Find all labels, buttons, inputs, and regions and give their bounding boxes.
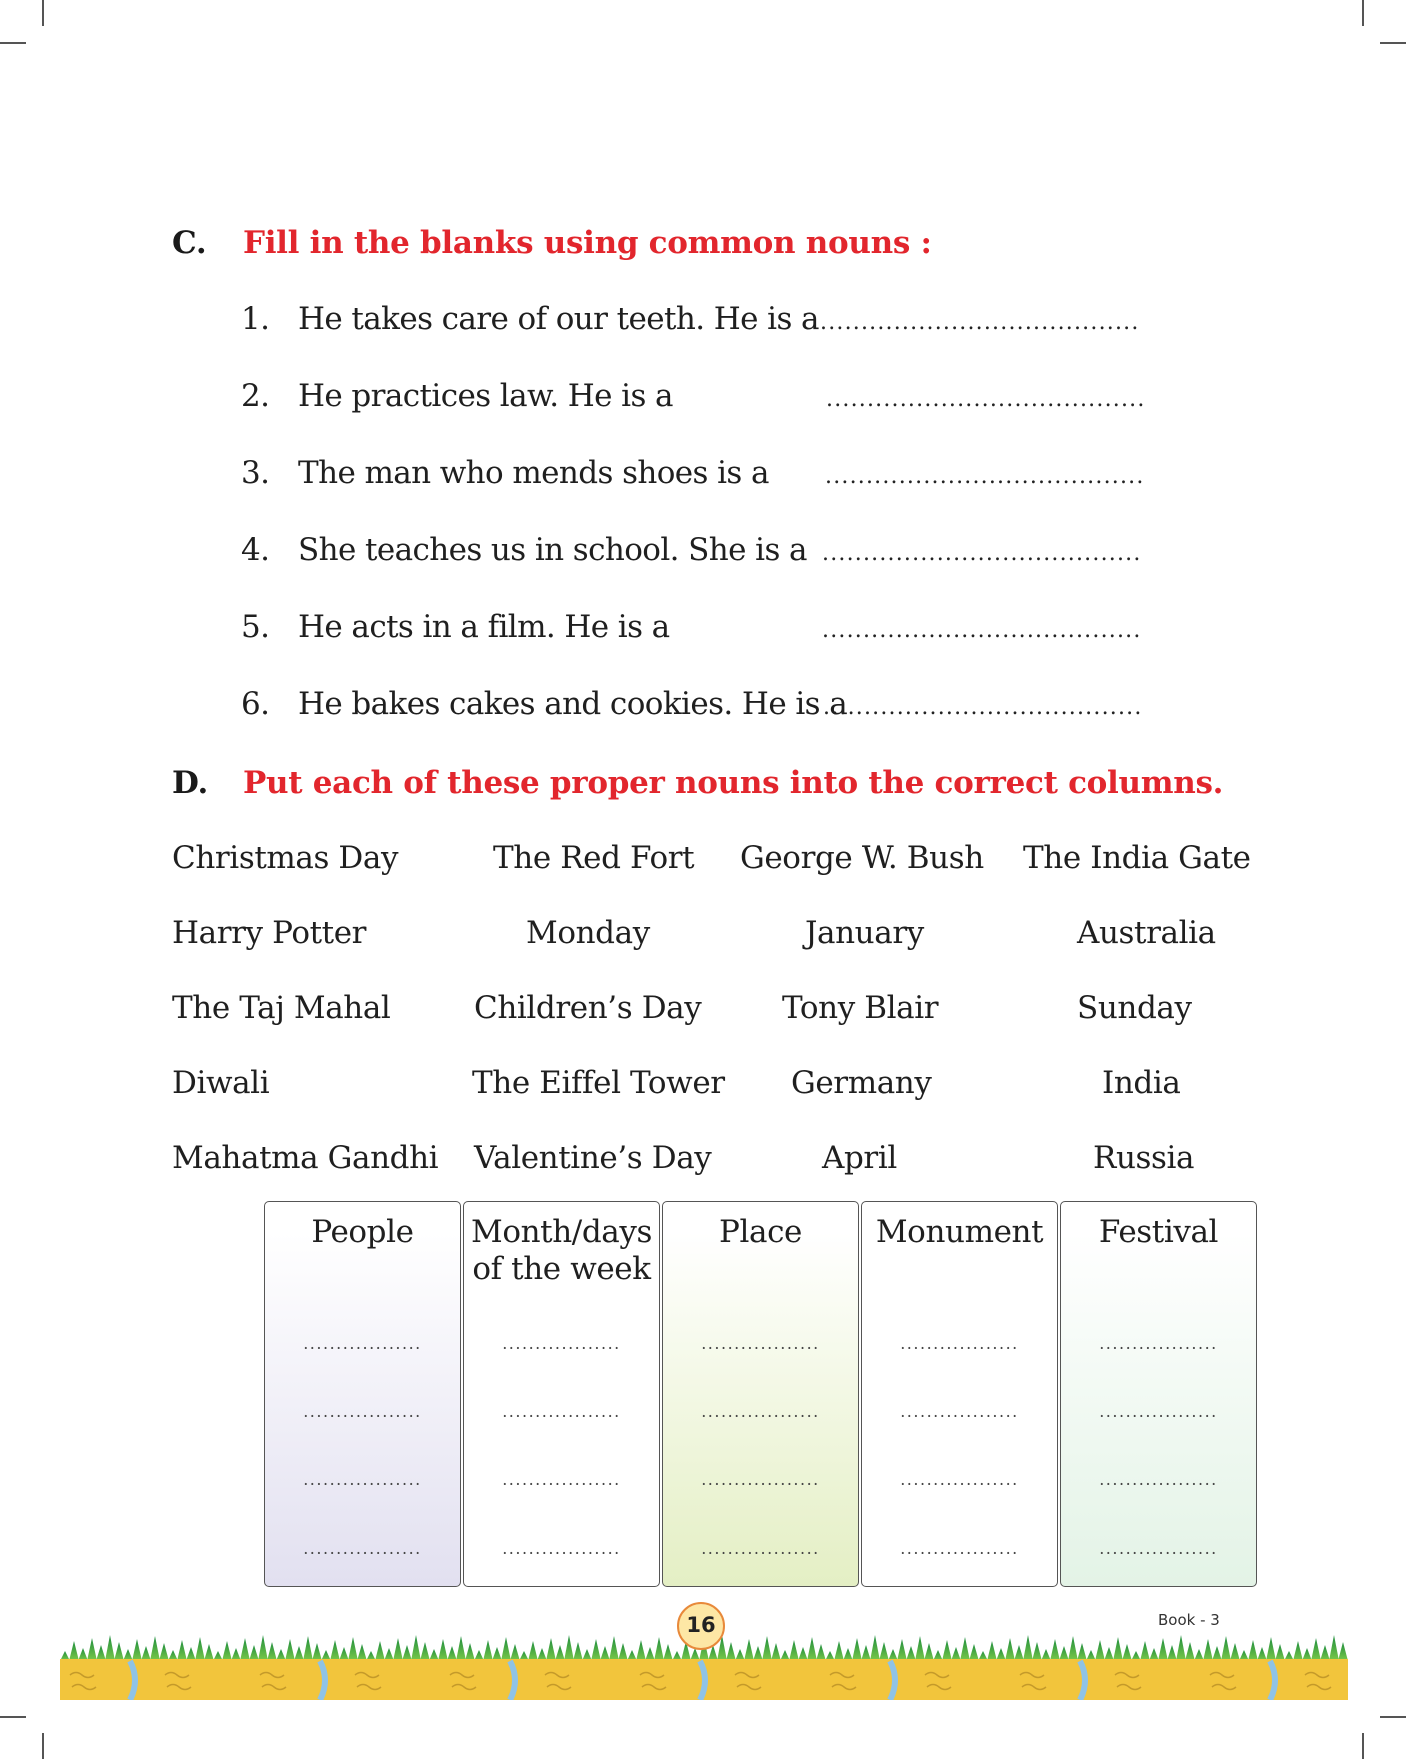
question-number: 4. xyxy=(241,532,270,568)
crop-mark xyxy=(1380,42,1406,44)
question-text: He acts in a film. He is a xyxy=(298,609,670,645)
column-month-days xyxy=(463,1201,660,1587)
proper-noun: India xyxy=(1102,1065,1181,1101)
tree-shape xyxy=(600,1646,610,1661)
tree-shape xyxy=(555,1645,565,1661)
section-title: Fill in the blanks using common nouns : xyxy=(243,225,932,261)
tree-shape xyxy=(753,1646,763,1661)
answer-blank[interactable]: .................. xyxy=(900,1402,1019,1421)
question-text: He takes care of our teeth. He is a xyxy=(298,301,819,337)
tree-shape xyxy=(960,1637,970,1661)
tree-shape xyxy=(114,1642,124,1661)
answer-blank[interactable]: .................. xyxy=(900,1470,1019,1489)
tree-shape xyxy=(969,1644,979,1661)
tree-shape xyxy=(258,1635,268,1661)
column-title: Festival xyxy=(1098,1214,1219,1250)
proper-noun: Tony Blair xyxy=(782,990,939,1026)
tree-shape xyxy=(501,1637,511,1661)
tree-shape xyxy=(915,1636,925,1661)
proper-noun: April xyxy=(822,1140,897,1176)
column-people xyxy=(264,1201,461,1587)
answer-blank[interactable]: .................. xyxy=(502,1402,621,1421)
tree-shape xyxy=(1176,1635,1186,1661)
answer-blank[interactable]: .................. xyxy=(1099,1334,1218,1353)
answer-blank[interactable]: .................. xyxy=(701,1334,820,1353)
proper-noun: Harry Potter xyxy=(172,915,367,951)
question-item xyxy=(241,609,670,645)
tree-shape xyxy=(69,1641,79,1661)
page-number: 16 xyxy=(677,1602,725,1650)
tree-shape xyxy=(1167,1645,1177,1661)
tree-shape xyxy=(816,1644,826,1661)
tree-shape xyxy=(924,1643,934,1661)
tree-shape xyxy=(204,1644,214,1661)
question-text: He practices law. He is a xyxy=(298,378,673,414)
tree-shape xyxy=(1059,1646,1069,1661)
question-item xyxy=(241,378,673,414)
answer-blank[interactable]: .................. xyxy=(1099,1402,1218,1421)
tree-shape xyxy=(402,1645,412,1661)
tree-shape xyxy=(1095,1640,1105,1661)
tree-shape xyxy=(393,1638,403,1661)
tree-shape xyxy=(420,1642,430,1661)
question-number: 3. xyxy=(241,455,270,491)
answer-blank[interactable]: .................. xyxy=(1099,1539,1218,1558)
answer-blank[interactable]: .................. xyxy=(303,1539,422,1558)
tree-shape xyxy=(1068,1636,1078,1661)
proper-noun: Australia xyxy=(1077,915,1216,951)
tree-shape xyxy=(798,1647,808,1661)
proper-noun: Christmas Day xyxy=(172,840,399,876)
answer-blank[interactable]: ....................................... xyxy=(825,464,1145,489)
tree-shape xyxy=(771,1643,781,1661)
tree-shape xyxy=(483,1640,493,1661)
proper-noun: Diwali xyxy=(172,1065,270,1101)
proper-noun: The Red Fort xyxy=(493,840,695,876)
tree-shape xyxy=(96,1645,106,1661)
tree-shape xyxy=(870,1635,880,1661)
tree-shape xyxy=(1203,1639,1213,1661)
tree-shape xyxy=(834,1641,844,1661)
tree-shape xyxy=(330,1640,340,1661)
crop-mark xyxy=(0,42,26,44)
answer-blank[interactable]: ....................................... xyxy=(826,387,1146,412)
proper-noun: Russia xyxy=(1093,1140,1195,1176)
tree-shape xyxy=(510,1644,520,1661)
tree-shape xyxy=(87,1638,97,1661)
tree-shape xyxy=(456,1636,466,1661)
tree-shape xyxy=(744,1639,754,1661)
tree-shape xyxy=(447,1646,457,1661)
tree-shape xyxy=(222,1641,232,1661)
question-item xyxy=(241,455,769,491)
proper-noun: The Eiffel Tower xyxy=(472,1065,725,1101)
tree-shape xyxy=(240,1638,250,1661)
proper-noun: Mahatma Gandhi xyxy=(172,1140,439,1176)
tree-shape xyxy=(1329,1635,1339,1661)
tree-shape xyxy=(1122,1644,1132,1661)
tree-shape xyxy=(312,1643,322,1661)
question-text: The man who mends shoes is a xyxy=(298,455,769,491)
tree-shape xyxy=(177,1640,187,1661)
crop-mark xyxy=(42,1733,44,1759)
proper-noun: Sunday xyxy=(1077,990,1192,1026)
tree-shape xyxy=(879,1642,889,1661)
tree-shape xyxy=(1104,1647,1114,1661)
tree-shape xyxy=(951,1647,961,1661)
answer-blank[interactable]: ....................................... xyxy=(820,310,1140,335)
tree-shape xyxy=(987,1641,997,1661)
column-title: Monument xyxy=(875,1214,1044,1250)
tree-shape xyxy=(807,1637,817,1661)
tree-shape xyxy=(1185,1642,1195,1661)
answer-blank[interactable]: ....................................... xyxy=(822,618,1142,643)
tree-shape xyxy=(1311,1638,1321,1661)
tree-shape xyxy=(1266,1637,1276,1661)
tree-shape xyxy=(591,1639,601,1661)
book-label: Book - 3 xyxy=(1158,1611,1220,1629)
tree-shape xyxy=(789,1640,799,1661)
question-text: He bakes cakes and cookies. He is a xyxy=(298,686,848,722)
tree-shape xyxy=(861,1645,871,1661)
tree-shape xyxy=(141,1646,151,1661)
tree-shape xyxy=(339,1647,349,1661)
tree-shape xyxy=(294,1646,304,1661)
answer-blank[interactable]: .................. xyxy=(502,1470,621,1489)
tree-shape xyxy=(492,1647,502,1661)
proper-noun: January xyxy=(805,915,924,951)
answer-blank[interactable]: .................. xyxy=(502,1334,621,1353)
tree-shape xyxy=(1158,1638,1168,1661)
tree-shape xyxy=(1023,1635,1033,1661)
tree-shape xyxy=(357,1644,367,1661)
tree-shape xyxy=(1248,1640,1258,1661)
section-letter: D. xyxy=(172,765,208,801)
tree-shape xyxy=(663,1644,673,1661)
tree-shape xyxy=(897,1639,907,1661)
question-text: She teaches us in school. She is a xyxy=(298,532,807,568)
tree-shape xyxy=(1140,1641,1150,1661)
tree-shape xyxy=(546,1638,556,1661)
tree-shape xyxy=(1113,1637,1123,1661)
answer-blank[interactable]: .................. xyxy=(303,1402,422,1421)
tree-shape xyxy=(645,1647,655,1661)
tree-shape xyxy=(1032,1642,1042,1661)
column-monument xyxy=(861,1201,1058,1587)
tree-shape xyxy=(654,1637,664,1661)
proper-noun: Children’s Day xyxy=(474,990,702,1026)
question-number: 5. xyxy=(241,609,270,645)
proper-noun: Monday xyxy=(526,915,650,951)
tree-shape xyxy=(303,1636,313,1661)
tree-shape xyxy=(195,1637,205,1661)
answer-blank[interactable]: .................. xyxy=(303,1470,422,1489)
tree-shape xyxy=(609,1636,619,1661)
tree-shape xyxy=(726,1642,736,1661)
tree-shape xyxy=(1257,1647,1267,1661)
tree-shape xyxy=(267,1642,277,1661)
question-number: 2. xyxy=(241,378,270,414)
tree-shape xyxy=(1005,1638,1015,1661)
proper-noun: Valentine’s Day xyxy=(474,1140,712,1176)
tree-shape xyxy=(852,1638,862,1661)
answer-blank[interactable]: ....................................... xyxy=(823,695,1143,720)
column-festival xyxy=(1060,1201,1257,1587)
tree-shape xyxy=(618,1643,628,1661)
tree-shape xyxy=(1275,1644,1285,1661)
tree-shape xyxy=(942,1640,952,1661)
tree-shape xyxy=(411,1635,421,1661)
question-item xyxy=(241,301,819,337)
answer-blank[interactable]: .................. xyxy=(502,1539,621,1558)
column-place xyxy=(662,1201,859,1587)
section-d-heading xyxy=(172,765,1223,801)
crop-mark xyxy=(1362,0,1364,26)
tree-shape xyxy=(1077,1643,1087,1661)
question-item xyxy=(241,686,847,722)
answer-blank[interactable]: .................. xyxy=(303,1334,422,1353)
column-title: People xyxy=(311,1214,414,1250)
tree-shape xyxy=(105,1635,115,1661)
tree-shape xyxy=(150,1636,160,1661)
question-number: 6. xyxy=(241,686,270,722)
answer-blank[interactable]: ....................................... xyxy=(822,541,1142,566)
tree-shape xyxy=(465,1643,475,1661)
column-title: Place xyxy=(719,1214,802,1250)
tree-shape xyxy=(1230,1643,1240,1661)
proper-noun: The Taj Mahal xyxy=(172,990,391,1026)
answer-blank[interactable]: .................. xyxy=(900,1539,1019,1558)
tree-shape xyxy=(249,1645,259,1661)
tree-shape xyxy=(1050,1639,1060,1661)
section-c-heading xyxy=(172,225,932,261)
tree-shape xyxy=(186,1647,196,1661)
crop-mark xyxy=(0,1716,26,1718)
answer-blank[interactable]: .................. xyxy=(1099,1470,1218,1489)
answer-blank[interactable]: .................. xyxy=(701,1402,820,1421)
tree-shape xyxy=(348,1637,358,1661)
tree-shape xyxy=(564,1635,574,1661)
tree-shape xyxy=(1320,1645,1330,1661)
proper-noun: George W. Bush xyxy=(740,840,984,876)
tree-shape xyxy=(1212,1646,1222,1661)
tree-shape xyxy=(375,1641,385,1661)
question-number: 1. xyxy=(241,301,270,337)
tree-shape xyxy=(636,1640,646,1661)
crop-mark xyxy=(42,0,44,26)
tree-shape xyxy=(285,1639,295,1661)
tree-shape xyxy=(573,1642,583,1661)
tree-shape xyxy=(1014,1645,1024,1661)
tree-shape xyxy=(132,1639,142,1661)
tree-shape xyxy=(159,1643,169,1661)
tree-shape xyxy=(906,1646,916,1661)
section-title: Put each of these proper nouns into the correct columns. xyxy=(243,765,1224,801)
proper-noun: The India Gate xyxy=(1023,840,1251,876)
crop-mark xyxy=(1362,1733,1364,1759)
tree-shape xyxy=(762,1636,772,1661)
column-title: Month/days of the week xyxy=(471,1214,652,1287)
tree-shape xyxy=(1338,1642,1348,1661)
tree-shape xyxy=(438,1639,448,1661)
tree-shape xyxy=(1293,1641,1303,1661)
question-item xyxy=(241,532,807,568)
crop-mark xyxy=(1380,1716,1406,1718)
tree-shape xyxy=(1221,1636,1231,1661)
answer-blank[interactable]: .................. xyxy=(900,1334,1019,1353)
answer-blank[interactable]: .................. xyxy=(701,1539,820,1558)
proper-noun: Germany xyxy=(791,1065,932,1101)
tree-shape xyxy=(528,1641,538,1661)
section-letter: C. xyxy=(172,225,207,261)
answer-blank[interactable]: .................. xyxy=(701,1470,820,1489)
